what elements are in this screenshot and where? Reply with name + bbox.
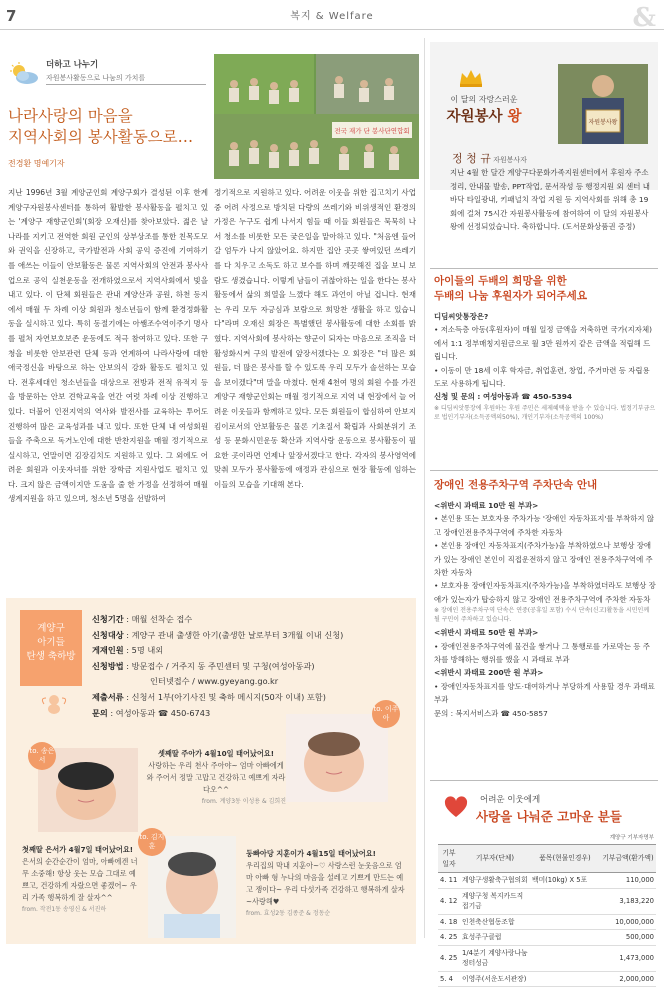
info-row — [92, 659, 343, 675]
parking-item: • 장애인전용주차구역에 물건을 쌓거나 그 통행로를 가로막는 등 주차를 방해하는 행위를 했을 시 과태료 부과 — [434, 641, 650, 665]
divider — [430, 268, 658, 269]
cell: 백미(10kg) X 5포 — [530, 873, 600, 889]
cell: 계양구청 복지카드직접기금 — [460, 888, 530, 914]
cell: 4. 25 — [438, 930, 460, 946]
baby-message-1 — [22, 844, 142, 916]
winner-label: 이 달의 자랑스러운 — [450, 95, 518, 104]
sponsor-subtitle: 디딤씨앗통장은? — [434, 312, 489, 321]
baby-tag-1: to. 송은서 — [28, 742, 56, 770]
sponsor-section — [434, 274, 656, 422]
parking-item: • 본인용 또는 보호자용 주차가능 '장애인 자동차표지'를 부착하지 않고 장애인전용주차구역에 주차한 자동차 — [434, 514, 654, 537]
info-value: : 매월 선착순 접수 — [123, 614, 193, 624]
col-item: 품목(현물인경우) — [530, 845, 600, 873]
parking-item: • 본인용 장애인 자동차표지(주차가능)을 부착하였으나 보행상 장애가 있는 장애인 본인이 직접운전하지 않고 장애인 전용주차구역에 주차한 자동차 — [434, 541, 653, 578]
cell: 10,000,000 — [600, 914, 656, 930]
cell: 효성주구클럽 — [460, 930, 530, 946]
table-row — [438, 914, 656, 930]
donors-unit: 계양구 기부자명부 — [609, 835, 654, 841]
info-key: 신청방법 — [92, 660, 124, 671]
info-key: 신청기간 — [92, 614, 124, 624]
cell: 인천축산협동조합 — [460, 914, 530, 930]
sun-cloud-icon — [8, 62, 40, 86]
column-divider — [424, 38, 425, 938]
info-value: : 방문접수 / 거주지 동 주민센터 및 구청(여성아동과) — [123, 660, 315, 671]
winner-plaque-text: 자원봉사왕 — [588, 119, 618, 126]
cell: 1,473,000 — [600, 945, 656, 971]
table-row — [438, 930, 656, 946]
parking-penalty-1: <위반시 과태료 10만 원 부과> — [434, 501, 539, 510]
parking-item: • 보호자용 장애인자동차표지(주차가능)을 부착하였더라도 보행상 장애가 있는자가 탑승하지 않고 장애인 전용주차구역에 주차한 자동차 — [434, 581, 656, 604]
page-header — [0, 0, 664, 33]
cell: 3,183,220 — [600, 888, 656, 914]
cell: 1/4분기 계양사랑나눔정터성금 — [460, 945, 530, 971]
baby-photo-2 — [286, 714, 388, 802]
winner-name — [452, 150, 527, 167]
table-header-row — [438, 845, 656, 873]
section-title: 복지 & Welfare — [290, 11, 374, 22]
cell: 4. 25 — [438, 945, 460, 971]
header-ampersand: & — [632, 3, 656, 33]
baby-tag-2: to. 이주아 — [372, 700, 400, 728]
table-row — [438, 888, 656, 914]
crown-icon — [458, 68, 484, 88]
cupid-icon — [36, 692, 72, 716]
cell: 500,000 — [600, 930, 656, 946]
winner-title — [430, 106, 538, 128]
sponsor-bullet-1: • 저소득층 아동(후원자)이 매월 일정 금액을 저축하면 국가(지자체)에서 1:1 정부매칭지원금으로 월 3만 원까지 같은 금액을 적립해 드립니다. — [434, 325, 652, 362]
sponsor-bullet-2: • 이동이 만 18세 이후 학자금, 취업훈련, 창업, 주거마련 등 자립용도로 사용하게 됩니다. — [434, 365, 650, 389]
parking-item: • 장애인자동차표지를 양도·대여하거나 부당하게 사용할 경우 과태료 부과 — [434, 681, 655, 705]
sponsor-title-1: 아이들의 두배의 희망을 위한 — [434, 275, 567, 287]
cell: 4. 11 — [438, 873, 460, 889]
baby-tag-line: 계양구 — [37, 623, 65, 634]
table-row — [438, 873, 656, 889]
table-row — [438, 971, 656, 987]
baby-celebration-box — [6, 598, 416, 944]
article-title-line-2: 지역사회의 봉사활동으로… — [8, 128, 194, 146]
cell: 계양구생활축구협의회 — [460, 873, 530, 889]
baby-tag-line: 아기들 — [37, 637, 65, 648]
baby-message-3 — [246, 848, 406, 920]
donors-section — [430, 790, 658, 983]
col-donor: 기부자(단체) — [460, 845, 530, 873]
sponsor-note: ※ 디딤씨앗통장에 후원하는 후원 주민은 세제혜택을 받을 수 있습니다. 법정기부금으로 법인기부자(소득공액의50%), 개인기부자(소득공액의 100%) — [434, 404, 656, 421]
divider — [430, 780, 658, 781]
cell: 이영주(서운도서관장) — [460, 971, 530, 987]
info-value: : 5명 내외 — [123, 645, 164, 656]
message-heading: 첫째딸 은서가 4월7일 태어났어요! — [22, 845, 134, 854]
message-from: from. 효성2동 김종준 & 정동순 — [246, 910, 331, 917]
article-body-col1: 지난 1996년 3월 계양군인회 계양구회가 결성된 이후 한계 계양구자원봉사센터를 통하여 활발한 봉사활동을 펼치고 있는 '계양구 재향군인회'(회장 오재신)를 찾아보았다. 젊은 날 나라를 지키고 전역한 회원 군인의 상부상조를 통한 친목도모와 권익을 신장하고, 국가발전과 사회 공익 증진에 기여하기를 애쓰는 이들이 안보활동은 물론 지역사회의 안전과 봉사사업으로 공익 실천운동을 전개하였으로서 지역사회에서 빛을 내고 있다. 이 단체 회원들은 관내 계양산과 공원, 하천 등지에서 매월 두 차례 이상 회원과 청소년들이 함께 환경정화활동을 실시하고 있다. 특히 동절기에는 아쌤조수역이주기 명사를 펼쳐 자연보호보존 운동에도 적극 참여하고 있다. 또한 구청을 비롯한 안보관련 단체 등과 연계하여 나라사랑에 대한 애국정신을 바탕으로 하는 안보의식 강화 활동도 펼치고 있다. 전후세대인 청소년들을 대상으로 전방과 전적 유적지 등을 방문하는 안보 견학교육을 연간 여럿 차례 이상 진행하고 있다. 더불어 인전지역의 역사와 발전사를 교육하는 투어도 진행하여 많은 교육성과를 내고 있다. 또한 단체 내 여성회원들을 주축으로 독거노인에 대한 반찬지원을 매월 정기적으로 실시하고, 연말이면 김장김치도 지원하고 있다. 그 외에도 어려운 회원과 이웃자녀를 위한 장학금 지원사업도 펼치고 있다. 크지 않은 금액이지만 도움을 줄 한 가정을 선정하여 매월 생계지원을 하고 있으며, 청소년 5명을 선발하여 — [8, 188, 208, 504]
page-number: 7 — [6, 7, 17, 25]
volunteer-group-photo — [214, 54, 419, 179]
cell: 2,000,000 — [600, 971, 656, 987]
info-key: 신청대상 — [92, 629, 124, 640]
parking-penalty-2: <위반시 과태료 50만 원 부과> — [434, 628, 539, 638]
parking-contact: 문의 : 복지서비스과 ☎ 450-5857 — [434, 708, 548, 718]
info-value: : 신청서 1부(아기사진 및 축하 메시지(50자 이내) 포함) — [123, 691, 326, 702]
message-heading: 셋째딸 주아가 4월10일 태어났어요! — [157, 749, 275, 758]
baby-message-2 — [146, 748, 286, 808]
article-title-line-1: 나라사랑의 마음을 — [8, 107, 133, 125]
cell — [530, 971, 600, 987]
message-body: 사랑하는 우리 천사 주아야~ 엄마 아빠에게 와 주어서 정말 고맙고 건강하고 예쁘게 자라다오^^ — [146, 761, 286, 794]
parking-penalty-3: <위반시 과태료 200만 원 부과> — [434, 668, 544, 678]
message-body: 우리집의 막내 지훈아~♡ 사랑스런 눈웃음으로 엄마 아빠 형 누나의 마음을 설레고 기쁘게 만드는 예고 쟁이다~ 우리 다섯가족 건강하고 행복하게 살자~사랑해♥ — [246, 861, 405, 906]
winner-name-sub: 자원봉사자 — [490, 156, 527, 164]
photo-banner: 전국 재가 단 봉사단연합회 — [334, 127, 410, 135]
sponsor-contact: 신청 및 문의 : 여성아동과 ☎ 450-5394 — [434, 392, 573, 402]
info-key: 문의 — [92, 707, 108, 718]
divider — [430, 470, 658, 471]
category-divider — [46, 84, 206, 85]
message-from: from. 계양3동 이성용 & 김희진 — [201, 798, 286, 805]
message-from: from. 작전1동 송영신 & 서진하 — [22, 906, 107, 913]
donors-title: 사랑을 나눠준 고마운 분들 — [476, 809, 622, 824]
info-row — [92, 643, 343, 659]
message-heading: 둥빠아당 지훈이가 4월15일 태어났어요! — [246, 849, 376, 858]
category-label: 더하고 나누기 — [46, 60, 99, 70]
sponsor-title-2: 두배의 나눔 후원자가 되어주세요 — [434, 290, 587, 302]
winner-photo — [558, 64, 648, 144]
cell — [530, 914, 600, 930]
info-row — [92, 628, 343, 644]
article-byline: 전경환 명예기자 — [8, 159, 65, 168]
parking-section — [434, 478, 656, 720]
baby-box-info — [92, 612, 343, 721]
message-body: 은서의 순간순간이 엄마, 아빠에겐 너무 소중해! 항상 웃는 모습 그대로 예쁘고, 건강하게 자랐으면 좋겠어~ 우리 가족 행복하게 잘 살자^^ — [22, 857, 138, 902]
article-title — [8, 106, 218, 148]
heart-icon — [444, 796, 468, 820]
baby-tag-3: to. 김지훈 — [138, 828, 166, 856]
info-value: 인터넷접수 / www.gyeyang.go.kr — [150, 676, 279, 687]
winner-title-king: 왕 — [507, 108, 522, 125]
winner-name-text: 정 청 규 — [452, 152, 491, 165]
cell — [530, 930, 600, 946]
parking-title: 장애인 전용주차구역 주차단속 안내 — [434, 479, 598, 491]
donors-subtitle: 어려운 이웃에게 — [480, 795, 541, 805]
winner-description: 지난 4월 한 달간 계양구다문화가족지원센터에서 후원자 주소정리, 안내물 발송, PPT작업, 문서작성 등 행정지원 외 센터 내 바닥 타일광내, 키패널치 작업 지원 등 지역사회를 위해 총 19회에 걸쳐 75시간 자원봉사활동에 참여하여 이 달의 자원봉사 왕에 선정되었습니다. 축하합니다. (도서문화상품권 증정) — [450, 168, 650, 232]
cell — [530, 888, 600, 914]
parking-note: ※ 장애인 전용주차구역 단속은 연중(공휴일 포함) 수시 단속(신고)활동을 시민인께 될 구민이 주차하고 있습니다. — [434, 607, 650, 624]
winner-title-main: 자원봉사 — [446, 108, 508, 125]
cell: 5. 4 — [438, 971, 460, 987]
info-key: 제출서류 — [92, 691, 124, 702]
donors-table — [438, 844, 656, 987]
info-key: 게재인원 — [92, 645, 124, 656]
article-body-col2: 정기적으로 지원하고 있다. 어려운 이웃을 위한 집고치기 사업 중 어려 사정으로 방치된 다량의 쓰레기와 비위생적인 환경의 가정은 누구도 쉽게 나서지 힘들 때 이들 회원들은 묵묵히 나서 청소를 비롯한 모든 궂은일을 맡아하고 있다. "처음엔 들어갈 엄두가 나지 않았어요. 하지만 집안 곳곳 쌓여있던 쓰레기를 다 치우고 소독도 하고 보수를 하며 깨끗해진 집을 보니 보람도 생겼습니다. 이렇게 남들이 귀찮아하는 일을 한다는 봉사활동에서 삶의 희열을 느꼈다 해도 과언이 아닐 겁니다. 현재는 우리 모두 자긍심과 보람으로 희망찬 생활을 하고 있습니다"라며 오재신 회장은 특별했던 봉사활동에 대한 소회를 밝혔다. 지역사회에 봉사하는 향군이 되자는 마음으로 조직을 더 활성화시켜 구의 발전에 앞장서겠다는 오 회장은 "더 많은 회원들, 더 많은 봉사를 할 수 있도록 우리 모두가 솔선하는 모습을 보이겠다"며 말을 마쳤다. 현재 4천여 명의 회원 수를 가진 계양구 재향군인회는 매월 정기적으로 지역 내 현장에서 늘 어려운 이웃들과 함께하고 있다. 모든 회원들이 합심하여 안보지킴이로서의 안보활동은 물론 기초질서 확립과 사회분위기 조성 등 문화시민운동 확산과 지역사랑 운동으로 봉사활동이 필요한 곳이라면 언제나 앞장서겠다고 한다. 각자의 봉사영역에 맞춰 모두가 봉사활동에 애정과 관심으로 현장 활동에 임하는 이들의 모습을 기대해 본다. — [214, 188, 416, 489]
cell: 110,000 — [600, 873, 656, 889]
baby-box-tag — [20, 610, 82, 686]
info-value: : 계양구 관내 출생한 아기(출생한 날로부터 3개월 이내 신청) — [123, 629, 344, 640]
baby-tag-line: 탄생 축하방 — [26, 651, 76, 662]
info-value: : 여성아동과 ☎ 450-6743 — [107, 707, 211, 718]
col-date: 기부일자 — [438, 845, 460, 873]
info-row — [92, 612, 343, 628]
cell: 4. 18 — [438, 914, 460, 930]
info-row — [92, 674, 343, 690]
info-row — [92, 690, 343, 706]
cell: 4. 12 — [438, 888, 460, 914]
col-amount: 기부금액(환가액) — [600, 845, 656, 873]
subcategory-label: 자원봉사활동으로 나눔의 가치를 — [46, 74, 146, 82]
cell — [530, 945, 600, 971]
table-row — [438, 945, 656, 971]
